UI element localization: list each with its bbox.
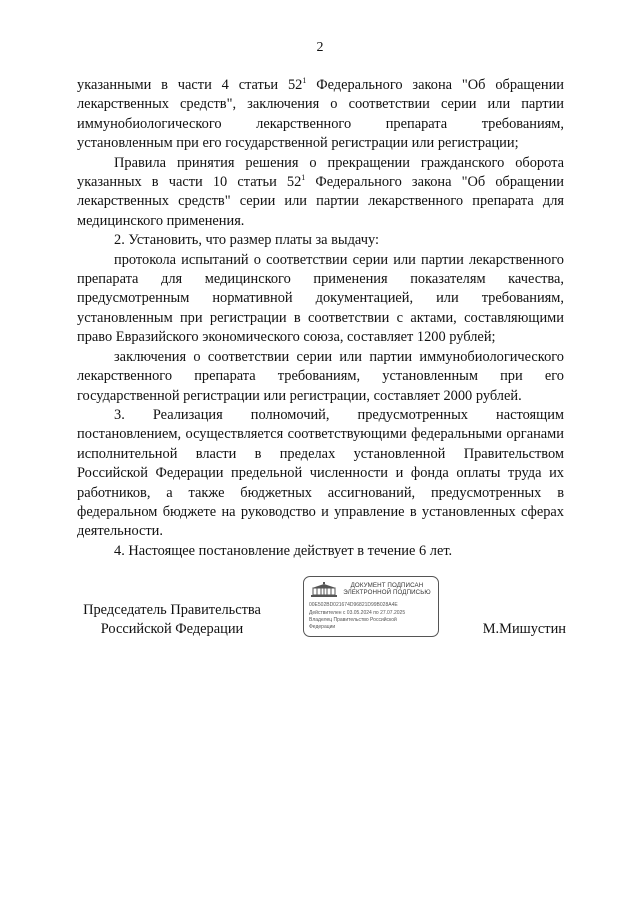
position-line-2: Российской Федерации [100,621,244,637]
paragraph-3: 2. Установить, что размер платы за выдачу: [114,232,379,249]
government-building-icon [310,582,338,598]
superscript-1: 1 [302,76,307,85]
page-number: 2 [316,40,324,55]
stamp-certificate: 00E502BD021674D96821D99B028A4E [309,602,398,608]
stamp-title: ДОКУМЕНТ ПОДПИСАН ЭЛЕКТРОННОЙ ПОДПИСЬЮ [343,582,431,596]
paragraph-5: заключения о соответствии серии или партии иммунобиологического лекарственного препарата требованиям, установленным при его государственной регистрации или регистрации, составляет 2000 рублей. [77,348,564,404]
stamp-validity: Действителен с 03.05.2024 по 27.07.2025 [309,610,406,616]
document-body [77,76,564,561]
electronic-signature-stamp [303,576,439,637]
position-line-1: Председатель Правительства [83,602,261,618]
superscript-1: 1 [301,173,306,183]
paragraph-7: 4. Настоящее постановление действует в течение 6 лет. [114,542,453,559]
paragraph-6: 3. Реализация полномочий, предусмотренных настоящим постановлением, осуществляется соответствующими федеральными органами исполнительной власти в пределах установленной Правительством Российской Федерации предельной численности и фонда оплаты труда их работников, а также бюджетных ассигнований, предусмотренных в федеральном бюджете на руководство и управление в установленных сферах деятельности. [77,406,564,540]
signatory-name: М.Мишустин [482,621,566,637]
signatory-position [77,601,267,639]
stamp-owner-line-2: Федерации [309,624,336,630]
stamp-owner-line-1: Владелец Правительство Российской [309,617,397,623]
paragraph-4: протокола испытаний о соответствии серии или партии лекарственного препарата для медицинского применения показателям качества, предусмотренным нормативной документацией, или требованиям, установленным при регистрации в соответствии с актами, составляющими право Евразийского экономического союза, составляет 1200 рублей; [77,251,564,346]
paragraph-2: Правила принятия решения о прекращении гражданского оборота указанных в части 10 статьи $52^1$ Федерального закона "Об обращении лекарственных средств" серии или партии лекарственного препарата для медицинского применения. [77,154,564,229]
paragraph-1: указанными в части 4 статьи $52^1$ Федерального закона "Об обращении лекарственных средств", заключения о соответствии серии или партии иммунобиологического лекарственного препарата требованиям, установленным при его государственной регистрации или регистрации; [77,76,564,152]
